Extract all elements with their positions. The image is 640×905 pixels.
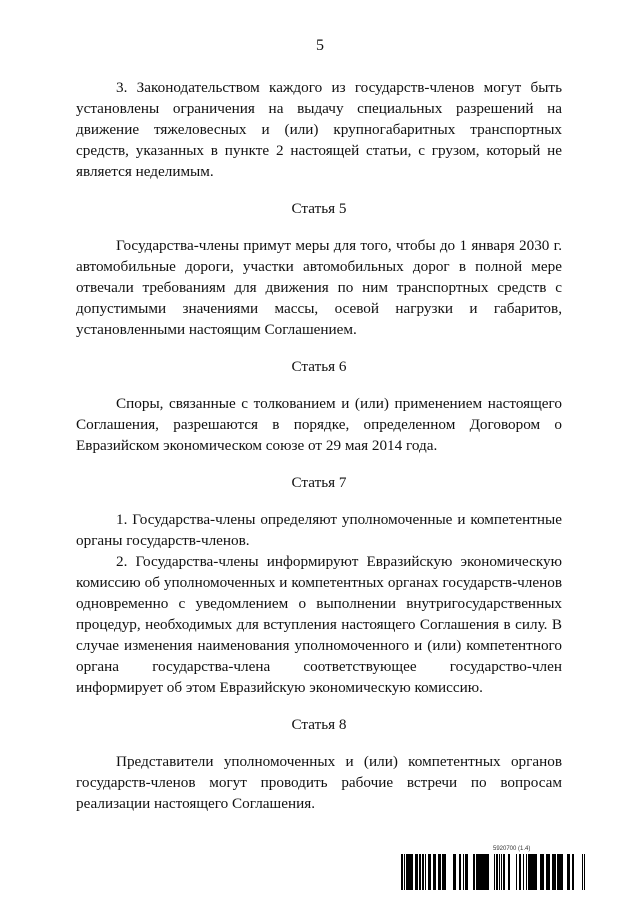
barcode-bar [582, 854, 583, 890]
heading-article-6: Статья 6 [291, 358, 347, 375]
barcode-bar [465, 854, 467, 890]
barcode-bar [534, 854, 536, 890]
barcode-bar [569, 854, 570, 890]
barcode-bar [503, 854, 505, 890]
barcode-bar [428, 854, 429, 890]
barcode-bar [554, 854, 555, 890]
barcode-bar [406, 854, 408, 890]
barcode-bar [501, 854, 502, 890]
barcode-bar [496, 854, 497, 890]
barcode-bar [523, 854, 524, 890]
barcode-bar [526, 854, 527, 890]
barcode-bar [508, 854, 510, 890]
barcode-caption: 5920700 (1.4) [493, 846, 531, 852]
barcode-bar [487, 854, 488, 890]
barcode-bar [559, 854, 560, 890]
barcode-bar [561, 854, 563, 890]
barcode-bar [453, 854, 454, 890]
barcode-bar [536, 854, 537, 890]
barcode-bar [530, 854, 532, 890]
barcode-bar [479, 854, 480, 890]
barcode-bar [433, 854, 434, 890]
barcode-bar [572, 854, 573, 890]
barcode-bar [547, 854, 548, 890]
barcode-bar [584, 854, 585, 890]
barcode-bar [541, 854, 543, 890]
barcode-bar [423, 854, 424, 890]
barcode-bar [401, 854, 402, 890]
barcode-bar [567, 854, 569, 890]
barcode-bar [474, 854, 475, 890]
barcode-bar [473, 854, 474, 890]
heading-article-8: Статья 8 [291, 716, 347, 733]
barcode-bar [499, 854, 500, 890]
heading-article-5: Статья 5 [291, 200, 347, 217]
barcode-bar [497, 854, 498, 890]
paragraph-art4-item3: 3. Законодательством каждого из государств-членов могут быть установлены ограничения на выдачу специальных разрешений на движение тяжеловесных и (или) крупногабаритных транспортных средств, указанных в пункте 2 настоящей статьи, с грузом, который не является неделимым. [76, 79, 562, 180]
barcode-bar [478, 854, 479, 890]
barcode-bar [412, 854, 413, 890]
barcode-bar [484, 854, 485, 890]
barcode-bar [546, 854, 547, 890]
barcode-bar [429, 854, 431, 890]
barcode-bar [552, 854, 554, 890]
paragraph-art5: Государства-члены примут меры для того, чтобы до 1 января 2030 г. автомобильные дороги, участки автомобильных дорог в полной мере отвечали требованиям для движения по ним транспортных средств с допустимыми значениями массы, осевой нагрузки и габаритов, установленными настоящим Соглашением. [76, 237, 562, 338]
barcode-bar [409, 854, 411, 890]
paragraph-art7-item2: 2. Государства-члены информируют Евразийскую экономическую комиссию об уполномоченных и компетентных органах государств-членов одновременно с уведомлением о выполнении внутригосударственных процедур, необходимых для вступления настоящего Соглашения в силу. В случае изменения наименования уполномоченного и (или) компетентного органа государства-члена соответствующее государство-член информирует об этом Евразийскую экономическую комиссию. [76, 553, 562, 696]
barcode-bar [476, 854, 478, 890]
barcode-bar [404, 854, 405, 890]
barcode-bar [557, 854, 559, 890]
barcode-bar [528, 854, 530, 890]
barcode-bar [425, 854, 426, 890]
barcode-bar [416, 854, 418, 890]
barcode-bar [543, 854, 544, 890]
barcode-bar [532, 854, 533, 890]
barcode-bar [549, 854, 550, 890]
barcode-bar [440, 854, 441, 890]
barcode-bar [442, 854, 443, 890]
page-number: 5 [316, 37, 324, 54]
document-body [76, 77, 562, 814]
barcode-bar [459, 854, 460, 890]
barcode-bar [494, 854, 495, 890]
barcode-bar [516, 854, 517, 890]
barcode-bar [415, 854, 416, 890]
barcode-bar [438, 854, 440, 890]
barcode-bar [422, 854, 423, 890]
barcode-bar [434, 854, 435, 890]
paragraph-art7-item1: 1. Государства-члены определяют уполномоченные и компетентные органы государств-членов. [76, 511, 562, 549]
barcode-bar [485, 854, 487, 890]
paragraph-art8: Представители уполномоченных и (или) компетентных органов государств-членов могут проводить рабочие встречи по вопросам реализации настоящего Соглашения. [76, 753, 562, 812]
barcode-bar [444, 854, 446, 890]
barcode-bar [463, 854, 464, 890]
barcode-bar [408, 854, 409, 890]
barcode-bar [482, 854, 484, 890]
barcode [400, 846, 586, 892]
barcode-bar [560, 854, 561, 890]
barcode-bar [533, 854, 534, 890]
paragraph-art6: Споры, связанные с толкованием и (или) применением настоящего Соглашения, разрешаются в порядке, определенном Договором о Евразийском экономическом союзе от 29 мая 2014 года. [76, 395, 562, 454]
barcode-bar [443, 854, 444, 890]
barcode-bar [480, 854, 481, 890]
barcode-bar [467, 854, 468, 890]
barcode-bar [555, 854, 556, 890]
barcode-bar [402, 854, 403, 890]
barcode-bar [435, 854, 436, 890]
heading-article-7: Статья 7 [291, 474, 347, 491]
barcode-bar [481, 854, 482, 890]
barcode-bar [411, 854, 412, 890]
barcode-bar [573, 854, 574, 890]
barcode-icon [400, 854, 586, 890]
barcode-bar [419, 854, 421, 890]
barcode-bar [460, 854, 461, 890]
barcode-bar [540, 854, 541, 890]
barcode-bar [519, 854, 521, 890]
barcode-bar [455, 854, 456, 890]
barcode-bar [454, 854, 455, 890]
barcode-bar [548, 854, 549, 890]
barcode-bar [488, 854, 489, 890]
